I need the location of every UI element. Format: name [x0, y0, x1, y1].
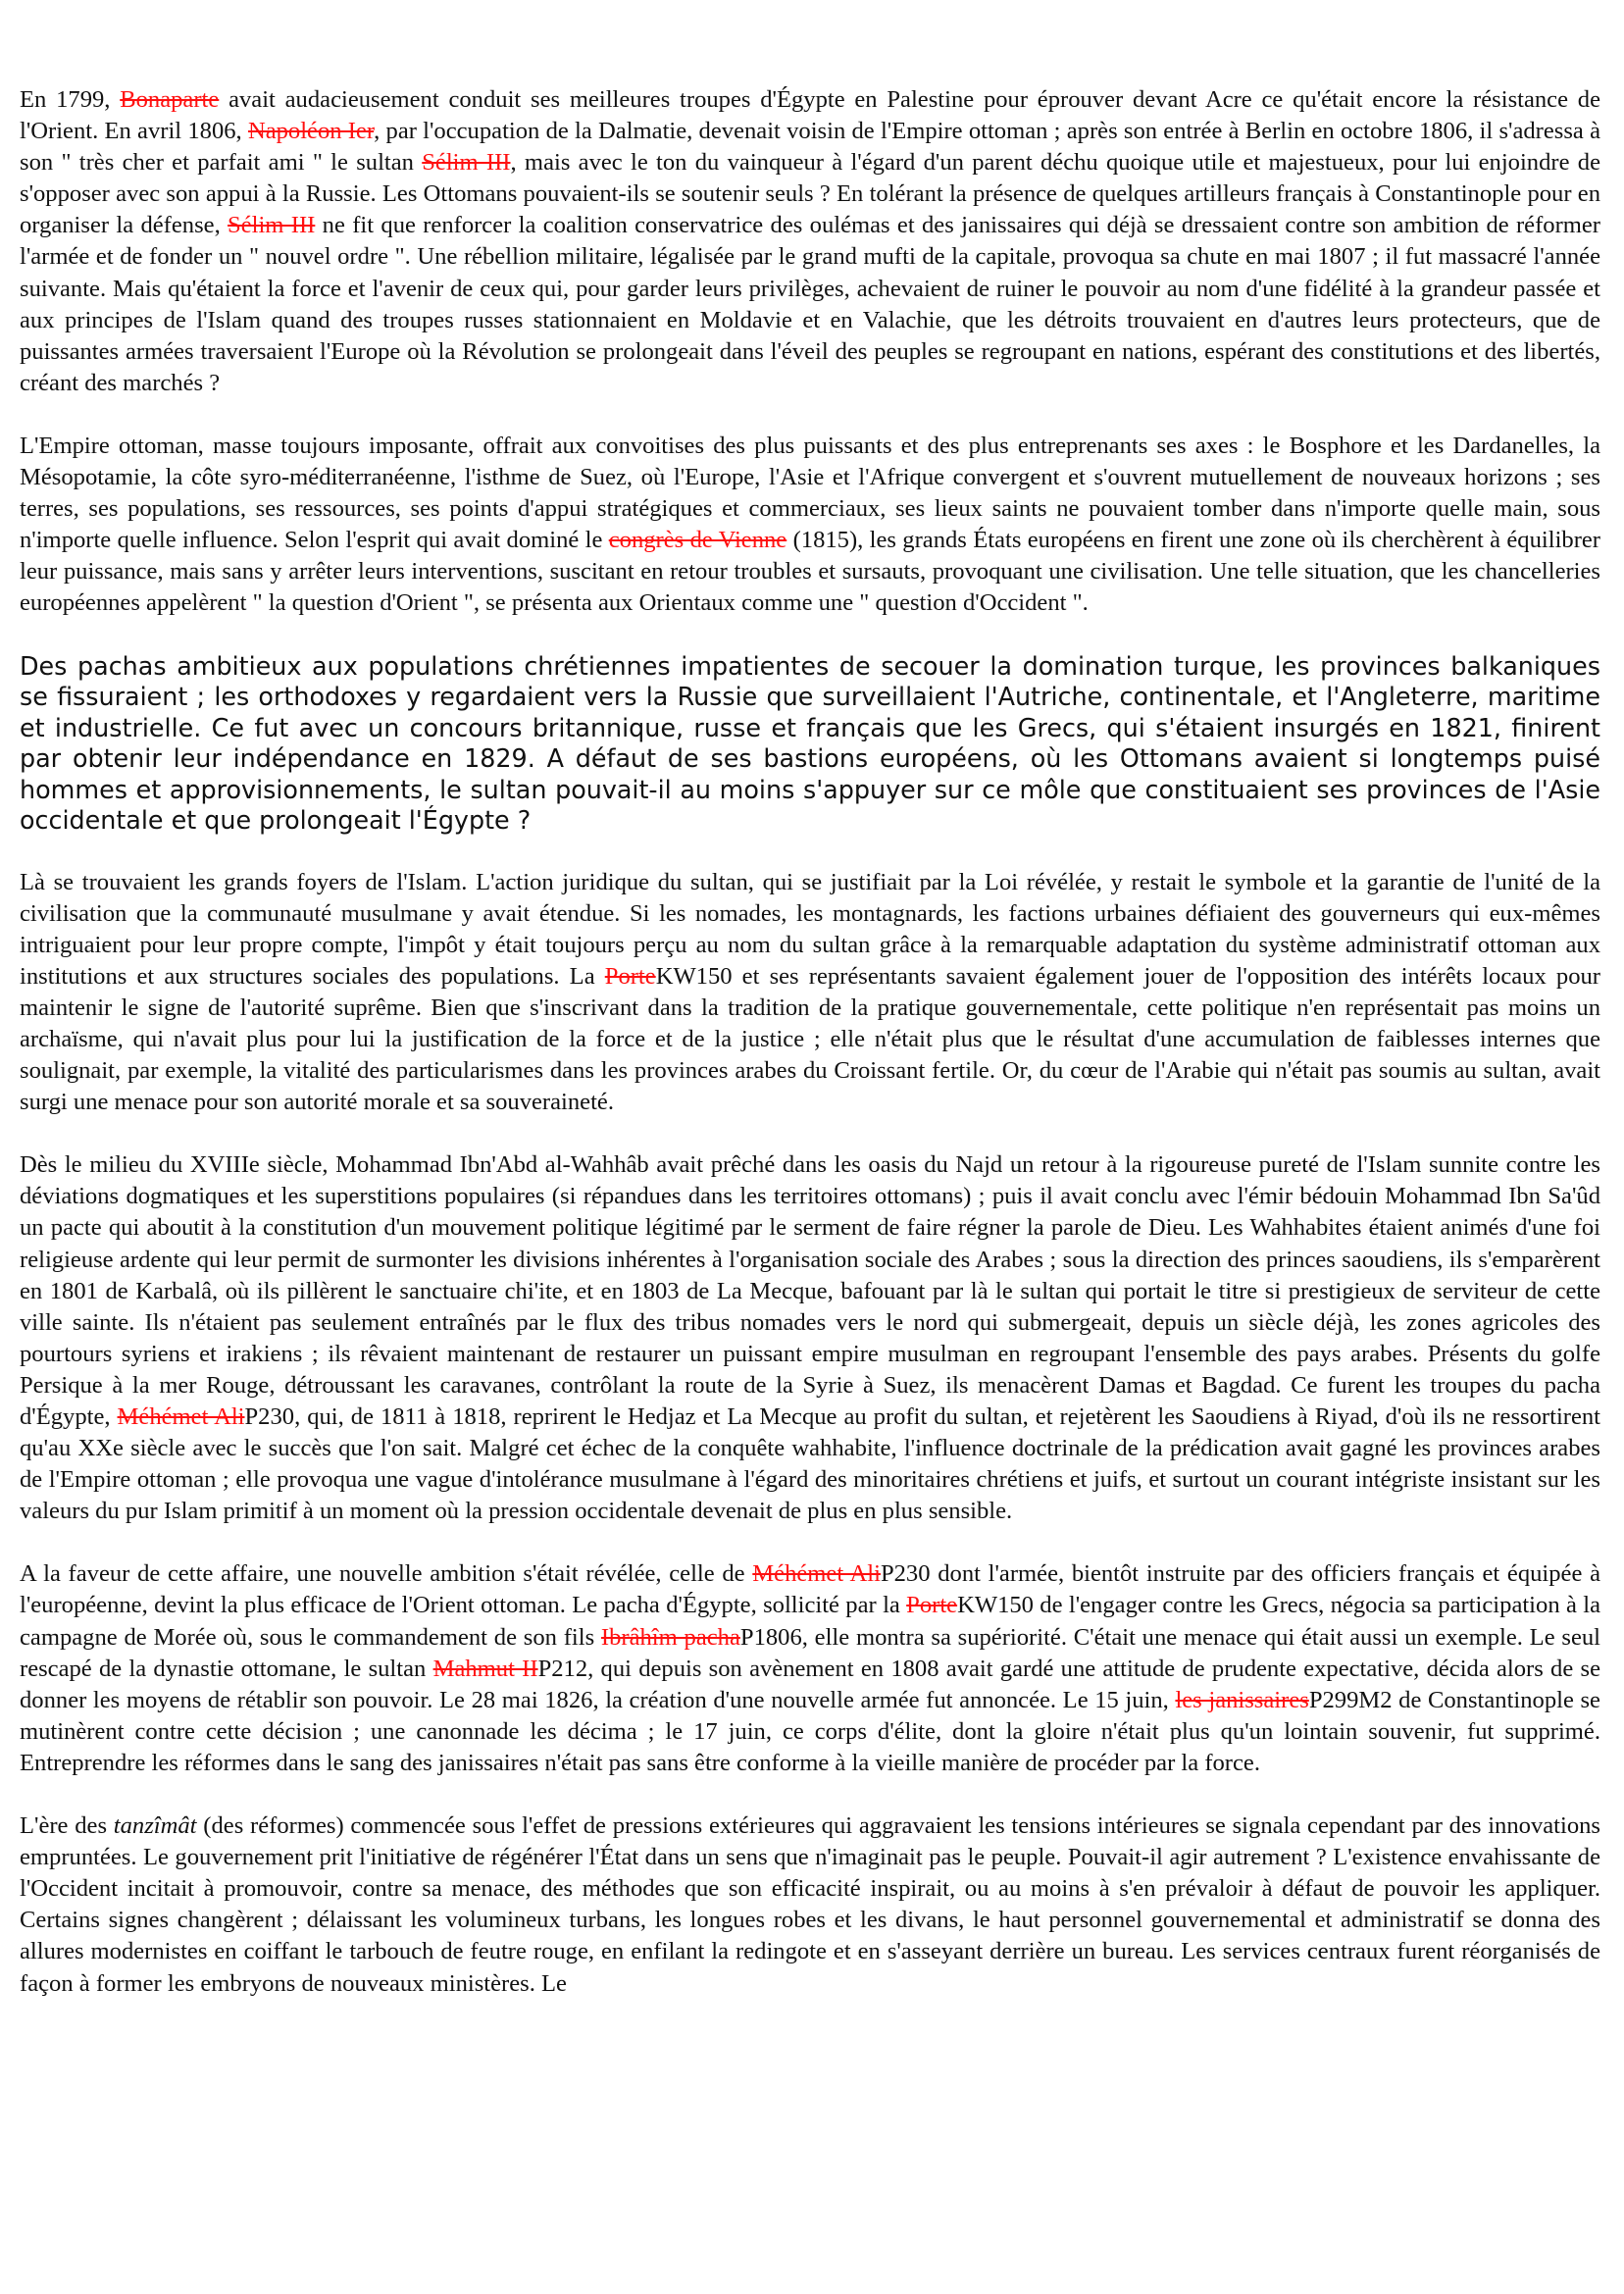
struck-link[interactable]: Porte [906, 1592, 958, 1619]
struck-link[interactable]: Ibrâhîm pacha [600, 1623, 740, 1651]
text-run: ne fit que renforcer la coalition conservatrice des oulémas et des janissaires qui déjà se dressaient contre son ambition de réformer l'armée et de fonder un " nouvel ordre ". Une rébellion militaire, légalisée par le grand mufti de la capitale, provoqua sa chute en mai 1807 ; il fut massacré l'année suivante. Mais qu'étaient la force et l'avenir de ceux qui, pour garder leurs privilèges, achevaient de ruiner le pouvoir au nom d'une fidélité à la grandeur passée et aux principes de l'Islam quand des troupes russes stationnaient en Moldavie et en Valachie, que les détroits trouvaient en d'autres leurs protecteurs, que de puissantes armées traversaient l'Europe où la Révolution se prolongeait dans l'éveil des peuples se regroupant en nations, espérant des constitutions et des libertés, créant des marchés ? [20, 212, 1600, 396]
text-run: , par l'occupation de la Dalmatie, devenait voisin de l'Empire ottoman ; après son entrée à Berlin en octobre 1806, il s'adressa à son " très cher et parfait ami " le sultan [20, 118, 1600, 177]
paragraph-1 [20, 84, 1600, 399]
text-run: P299M2 de Constantinople se mutinèrent contre cette décision ; une canonnade les décima ; le 17 juin, ce corps d'élite, dont la gloire n'était plus qu'un lointain souvenir, fut supprimé. Entreprendre les réformes dans le sang des janissaires n'était pas sans être conforme à la vieille manière de procéder par la force. [20, 1686, 1600, 1776]
document-page [20, 84, 1600, 2031]
text-run: KW150 et ses représentants savaient également jouer de l'opposition des intérêts locaux pour maintenir le signe de l'autorité suprême. Bien que s'inscrivant dans la tradition de la pratique gouvernementale, cette politique n'en représentait pas moins un archaïsme, qui n'avait plus pour lui la justification de la force et de la justice ; elle n'était plus que le résultat d'une accumulation de faiblesses internes que soulignait, par exemple, la vitalité des particularismes dans les provinces arabes du Croissant fertile. Or, du cœur de l'Arabie qui n'était pas soumis au sultan, avait surgi une menace pour son autorité morale et sa souveraineté. [20, 962, 1600, 1116]
paragraph-7 [20, 1810, 1600, 2000]
struck-link[interactable]: Sélim III [228, 212, 316, 239]
paragraph-5 [20, 1149, 1600, 1527]
text-run: P230 dont l'armée, bientôt instruite par des officiers français et équipée à l'européenne, devint la plus efficace de l'Orient ottoman. Le pacha d'Égypte, sollicité par la [20, 1560, 1600, 1619]
text-run: En 1799, [20, 86, 121, 113]
struck-link[interactable]: Bonaparte [120, 86, 220, 113]
paragraph-2 [20, 431, 1600, 620]
text-run: KW150 de l'engager contre les Grecs, négocia sa participation à la campagne de Morée où, sous le commandement de son fils [20, 1592, 1600, 1651]
text-run: A la faveur de cette affaire, une nouvelle ambition s'était révélée, celle de [20, 1560, 753, 1588]
text-run: P230, qui, de 1811 à 1818, reprirent le Hedjaz et La Mecque au profit du sultan, et rejetèrent les Saoudiens à Riyad, d'où ils ne ressortirent qu'au XXe siècle avec le succès que l'on sait. Malgré cet échec de la conquête wahhabite, l'influence doctrinale de la prédication avait gagné les provinces arabes de l'Empire ottoman ; elle provoqua une vague d'intolérance musulmane à l'égard des minoritaires chrétiens et juifs, et surtout un courant intégriste insistant sur les valeurs du pur Islam primitif à un moment où la pression occidentale devenait de plus en plus sensible. [20, 1403, 1601, 1525]
text-run: avait audacieusement conduit ses meilleures troupes d'Égypte en Palestine pour éprouver devant Acre ce qu'était encore la résistance de l'Orient. En avril 1806, [20, 86, 1601, 145]
struck-link[interactable]: Méhémet Ali [752, 1560, 881, 1588]
struck-link[interactable]: Méhémet Ali [117, 1403, 245, 1430]
text-run: L'Empire ottoman, masse toujours imposante, offrait aux convoitises des plus puissants et des plus entreprenants ses axes : le Bosphore et les Dardanelles, la Mésopotamie, la côte syro-méditerranéenne, l'isthme de Suez, où l'Europe, l'Asie et l'Afrique convergent et s'ouvrent mutuellement de nouveaux horizons ; ses terres, ses populations, ses ressources, ses points d'appui stratégiques et commerciaux, ses lieux saints ne pouvaient tomber dans n'importe quelle main, sous n'importe quelle influence. Selon l'esprit qui avait dominé le [20, 432, 1600, 554]
struck-link[interactable]: Porte [604, 962, 656, 990]
struck-link[interactable]: Sélim III [422, 149, 511, 177]
text-run: (1815), les grands États européens en firent une zone où ils cherchèrent à équilibrer leur puissance, mais sans y arrêter leurs interventions, suscitant en retour troubles et sursauts, provoquant une civilisation. Une telle situation, que les chancelleries européennes appelèrent " la question d'Orient ", se présenta aux Orientaux comme une " question d'Occident ". [20, 527, 1600, 617]
text-run: , mais avec le ton du vainqueur à l'égard d'un parent déchu quoique utile et majestueux, pour lui enjoindre de s'opposer avec son appui à la Russie. Les Ottomans pouvaient-ils se soutenir seuls ? En tolérant la présence de quelques artilleurs français à Constantinople pour en organiser la défense, [20, 149, 1600, 239]
paragraph-6 [20, 1558, 1600, 1779]
paragraph-3 [20, 651, 1600, 837]
struck-link[interactable]: Mahmut II [432, 1655, 538, 1682]
italic-term: tanzîmât [113, 1812, 197, 1840]
text-run: Dès le milieu du XVIIIe siècle, Mohammad Ibn'Abd al-Wahhâb avait prêché dans les oasis du Najd un retour à la rigoureuse pureté de l'Islam sunnite contre les déviations dogmatiques et les superstitions populaires (si répandues dans les territoires ottomans) ; puis il avait conclu avec l'émir bédouin Mohammad Ibn Sa'ûd un pacte qui aboutit à la constitution d'un mouvement politique légitimé par le serment de faire régner la parole de Dieu. Les Wahhabites étaient animés d'une foi religieuse ardente qui leur permit de surmonter les divisions inhérentes à l'organisation sociale des Arabes ; sous la direction des princes saoudiens, ils s'emparèrent en 1801 de Karbalâ, où ils pillèrent le sanctuaire chi'ite, et en 1803 de La Mecque, bafouant par là le sultan qui portait le titre si prestigieux de serviteur de cette ville sainte. Ils n'étaient pas seulement entraînés par le flux des tribus nomades vers le nord qui submergeait, depuis un siècle déjà, les zones agricoles des pourtours syriens et irakiens ; ils rêvaient maintenant de restaurer un puissant empire musulman en regroupant l'ensemble des pays arabes. Présents du golfe Persique à la mer Rouge, détroussant les caravanes, contrôlant la route de la Syrie à Suez, ils menacèrent Damas et Bagdad. Ce furent les troupes du pacha d'Égypte, [20, 1151, 1600, 1430]
struck-link[interactable]: les janissaires [1175, 1686, 1309, 1713]
text-run: (des réformes) commencée sous l'effet de pressions extérieures qui aggravaient les tensions intérieures se signala cependant par des innovations empruntées. Le gouvernement prit l'initiative de régénérer l'État dans un sens que n'imaginait pas le peuple. Pouvait-il agir autrement ? L'existence envahissante de l'Occident incitait à promouvoir, contre sa menace, des méthodes que son efficacité inspirait, ou au moins à s'en prévaloir à défaut de pouvoir les appliquer. Certains signes changèrent ; délaissant les volumineux turbans, les longues robes et les divans, le haut personnel gouvernemental et administratif se donna des allures modernistes en coiffant le tarbouch de feutre rouge, en enfilant la redingote et en s'asseyant derrière un bureau. Les services centraux furent réorganisés de façon à former les embryons de nouveaux ministères. Le [20, 1812, 1600, 1997]
text-run: Des pachas ambitieux aux populations chrétiennes impatientes de secouer la domination turque, les provinces balkaniques se fissuraient ; les orthodoxes y regardaient vers la Russie que surveillaient l'Autriche, continentale, et l'Angleterre, maritime et industrielle. Ce fut avec un concours britannique, russe et français que les Grecs, qui s'étaient insurgés en 1821, finirent par obtenir leur indépendance en 1829. A défaut de ses bastions européens, où les Ottomans avaient si longtemps puisé hommes et approvisionnements, le sultan pouvait-il au moins s'appuyer sur ce môle que constituaient ses provinces de l'Asie occidentale et que prolongeait l'Égypte ? [20, 650, 1600, 835]
text-run: L'ère des [20, 1812, 114, 1840]
paragraph-4 [20, 867, 1600, 1119]
struck-link[interactable]: congrès de Vienne [608, 527, 787, 554]
text-run: Là se trouvaient les grands foyers de l'Islam. L'action juridique du sultan, qui se justifiait par la Loi révélée, y restait le symbole et la garantie de l'unité de la civilisation que la communauté musulmane y avait étendue. Si les nomades, les montagnards, les factions urbaines défiaient des gouverneurs qui eux-mêmes intriguaient pour leur propre compte, l'impôt y était toujours perçu au nom du sultan grâce à la remarquable adaptation du système administratif ottoman aux institutions et aux structures sociales des populations. La [20, 868, 1600, 990]
text-run: P212, qui depuis son avènement en 1808 avait gardé une attitude de prudente expectative, décida alors de se donner les moyens de rétablir son pouvoir. Le 28 mai 1826, la création d'une nouvelle armée fut annoncée. Le 15 juin, [20, 1655, 1601, 1713]
text-run: P1806, elle montra sa supériorité. C'était une menace qui était aussi un exemple. Le seul rescapé de la dynastie ottomane, le sultan [20, 1623, 1601, 1682]
struck-link[interactable]: Napoléon Ier [247, 118, 375, 145]
